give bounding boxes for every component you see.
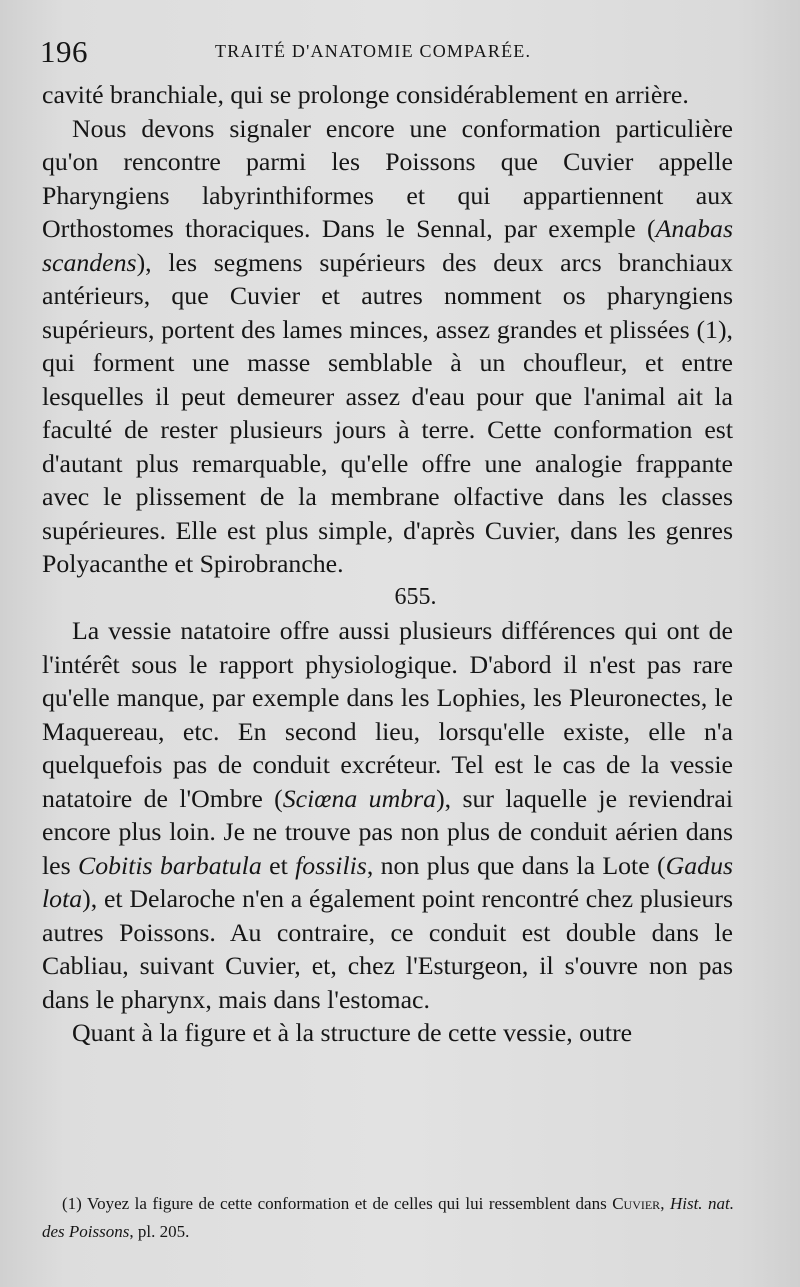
paragraph-text: Quant à la figure et à la structure de cette vessie, outre xyxy=(72,1018,633,1047)
footnote-part: , pl. 205. xyxy=(129,1222,190,1241)
paragraph-text: ), les segmens supérieurs des deux arcs branchiaux antérieurs, que Cuvier et autres nomment os pharyngiens supérieurs, portent des lames minces, assez grandes et plissées (1), qui forment une masse semblable à un choufleur, et entre lesquelles il peut demeurer assez d'eau pour que l'animal ait la faculté de rester plusieurs jours à terre. Cette conformation est d'autant plus remarquable, qu'elle offre une analogie frappante avec le plissement de la membrane olfactive dans les classes supérieures. Elle est plus simple, d'après Cuvier, dans les genres Polyacanthe et Spirobranche. xyxy=(42,247,733,578)
footnote-part: (1) Voyez la figure de cette conformation et de celles qui lui ressemblent dans xyxy=(62,1194,613,1213)
paragraph-text: cavité branchiale, qui se prolonge considérablement en arrière. xyxy=(42,80,689,109)
species-name: fossilis xyxy=(295,850,367,880)
paragraph-continued xyxy=(42,78,733,112)
species-name: Anabas scandens xyxy=(42,214,733,277)
paragraph-text: , non plus que dans la Lote ( xyxy=(366,850,666,880)
running-title: TRAITÉ D'ANATOMIE COMPARÉE. xyxy=(215,41,532,61)
species-name: Sciœna umbra xyxy=(282,783,437,813)
paragraph-labyrinth xyxy=(42,112,733,581)
section-number: 655. xyxy=(394,583,437,610)
species-name: Cobitis barbatula xyxy=(78,850,262,880)
footnote-author: Cuvier xyxy=(612,1194,661,1213)
paragraph-final xyxy=(42,1016,733,1050)
page-number: 196 xyxy=(40,34,88,69)
footnote xyxy=(42,1190,734,1246)
body-text xyxy=(42,78,733,1050)
paragraph-text: ), sur laquelle je reviendrai encore plus loin. Je ne trouve pas non plus de conduit aérien dans les xyxy=(42,783,733,880)
paragraph-swim-bladder xyxy=(42,614,733,1016)
paragraph-text: et xyxy=(261,850,296,880)
paragraph-text: Nous devons signaler encore une conformation particulière qu'on rencontre parmi les Poissons que Cuvier appelle Pharyngiens labyrinthiformes et qui appartiennent aux Orthostomes thoraciques. Dans le Sennal, par exemple ( xyxy=(42,113,733,243)
paragraph-text: ), et Delaroche n'en a également point rencontré chez plusieurs autres Poissons. Au contraire, ce conduit est double dans le Cabliau, suivant Cuvier, et, chez l'Esturgeon, il s'ouvre non pas dans le pharynx, mais dans l'estomac. xyxy=(42,884,733,1014)
footnote-text xyxy=(42,1190,734,1246)
footnote-part: , xyxy=(660,1194,670,1213)
paragraph-text: La vessie natatoire offre aussi plusieurs différences qui ont de l'intérêt sous le rapport physiologique. D'abord il n'est pas rare qu'elle manque, par exemple dans les Lophies, les Pleuronectes, le Maquereau, etc. En second lieu, lorsqu'elle existe, elle n'a quelquefois pas de conduit excréteur. Tel est le cas de la vessie natatoire de l'Ombre ( xyxy=(42,616,733,813)
footnote-title: Hist. nat. des Poissons xyxy=(42,1194,735,1241)
species-name: Gadus lota xyxy=(42,850,734,913)
page-header xyxy=(40,34,740,68)
